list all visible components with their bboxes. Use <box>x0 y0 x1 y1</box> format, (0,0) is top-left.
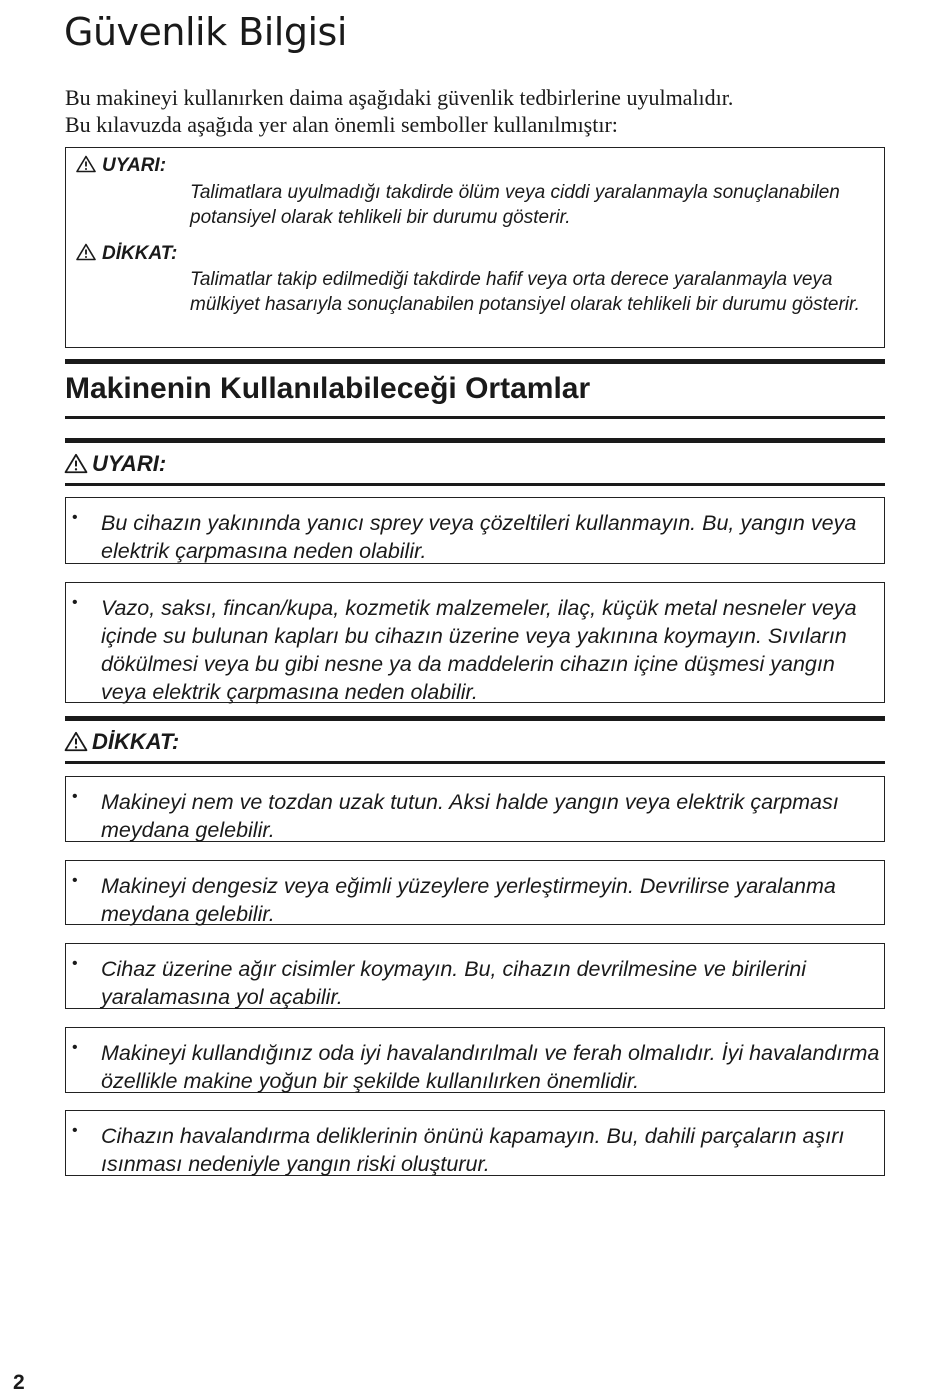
warning-item-text: Bu cihazın yakınında yanıcı sprey veya çözeltileri kullanmayın. Bu, yangın veya elektrik çarpmasına neden olabilir. <box>101 511 857 563</box>
legend-warning-label <box>76 155 166 177</box>
caution-heading <box>64 729 179 755</box>
caution-item-box <box>65 860 885 925</box>
legend-warning-text-label: UYARI: <box>102 155 167 176</box>
caution-item-text: Makineyi kullandığınız oda iyi havalandırılmalı ve ferah olmalıdır. İyi havalandırma özellikle makine yoğun bir şekilde kullanılırken önemlidir. <box>101 1041 880 1093</box>
legend-caution-description: Talimatlar takip edilmediği takdirde hafif veya orta derece yaralanmayla veya mülkiyet hasarıyla sonuçlanabilen potansiyel olarak tehlikeli bir durumu gösterir. <box>190 269 860 315</box>
caution-item-box <box>65 1027 885 1093</box>
caution-heading-label: DİKKAT: <box>92 729 180 754</box>
caution-top-rule <box>65 716 885 721</box>
bullet: • <box>72 594 78 611</box>
bullet: • <box>72 872 78 889</box>
intro-paragraph <box>65 84 895 138</box>
warning-heading <box>64 451 166 477</box>
intro-line-1: Bu makineyi kullanırken daima aşağıdaki güvenlik tedbirlerine uyulmalıdır. <box>65 85 734 110</box>
warning-bottom-rule <box>65 483 885 486</box>
caution-item-text: Cihaz üzerine ağır cisimler koymayın. Bu, cihazın devrilmesine ve birilerini yaralamasına yol açabilir. <box>101 957 806 1009</box>
bullet: • <box>72 955 78 972</box>
warning-triangle-icon <box>76 243 96 261</box>
section-bottom-rule <box>65 416 885 419</box>
intro-line-2: Bu kılavuzda aşağıda yer alan önemli semboller kullanılmıştır: <box>65 112 618 137</box>
section-title: Makinenin Kullanılabileceği Ortamlar <box>65 372 591 405</box>
bullet: • <box>72 509 78 526</box>
legend-caution-text-label: DİKKAT: <box>102 243 178 264</box>
section-top-rule <box>65 359 885 364</box>
caution-item-text: Makineyi dengesiz veya eğimli yüzeylere yerleştirmeyin. Devrilirse yaralanma meydana gelebilir. <box>101 874 836 926</box>
legend-caution-label <box>76 243 177 265</box>
caution-item-box <box>65 943 885 1009</box>
caution-bottom-rule <box>65 761 885 764</box>
warning-item-text: Vazo, saksı, fincan/kupa, kozmetik malzemeler, ilaç, küçük metal nesneler veya içinde su bulunan kapları bu cihazın üzerine veya yakınına koymayın. Sıvıların dökülmesi veya bu gibi nesne ya da maddelerin cihazın içine düşmesi yangın veya elektrik çarpmasına neden olabilir. <box>101 596 857 704</box>
caution-item-text: Cihazın havalandırma deliklerinin önünü kapamayın. Bu, dahili parçaların aşırı ısınması nedeniyle yangın riski oluşturur. <box>101 1124 845 1176</box>
caution-item-box <box>65 776 885 842</box>
bullet: • <box>72 1039 78 1056</box>
bullet: • <box>72 1122 78 1139</box>
page-number: 2 <box>13 1371 25 1394</box>
page-title: Güvenlik Bilgisi <box>64 10 347 54</box>
warning-triangle-icon <box>64 453 88 474</box>
warning-item-box <box>65 582 885 703</box>
bullet: • <box>72 788 78 805</box>
legend-warning-description: Talimatlara uyulmadığı takdirde ölüm veya ciddi yaralanmayla sonuçlanabilen potansiyel olarak tehlikeli bir durumu gösterir. <box>190 182 840 228</box>
warning-triangle-icon <box>76 155 96 173</box>
warning-heading-label: UYARI: <box>92 451 167 476</box>
warning-triangle-icon <box>64 731 88 752</box>
symbol-legend-box <box>65 147 885 348</box>
warning-top-rule <box>65 438 885 443</box>
warning-item-box <box>65 497 885 564</box>
caution-item-box <box>65 1110 885 1176</box>
caution-item-text: Makineyi nem ve tozdan uzak tutun. Aksi halde yangın veya elektrik çarpması meydana gelebilir. <box>101 790 839 842</box>
